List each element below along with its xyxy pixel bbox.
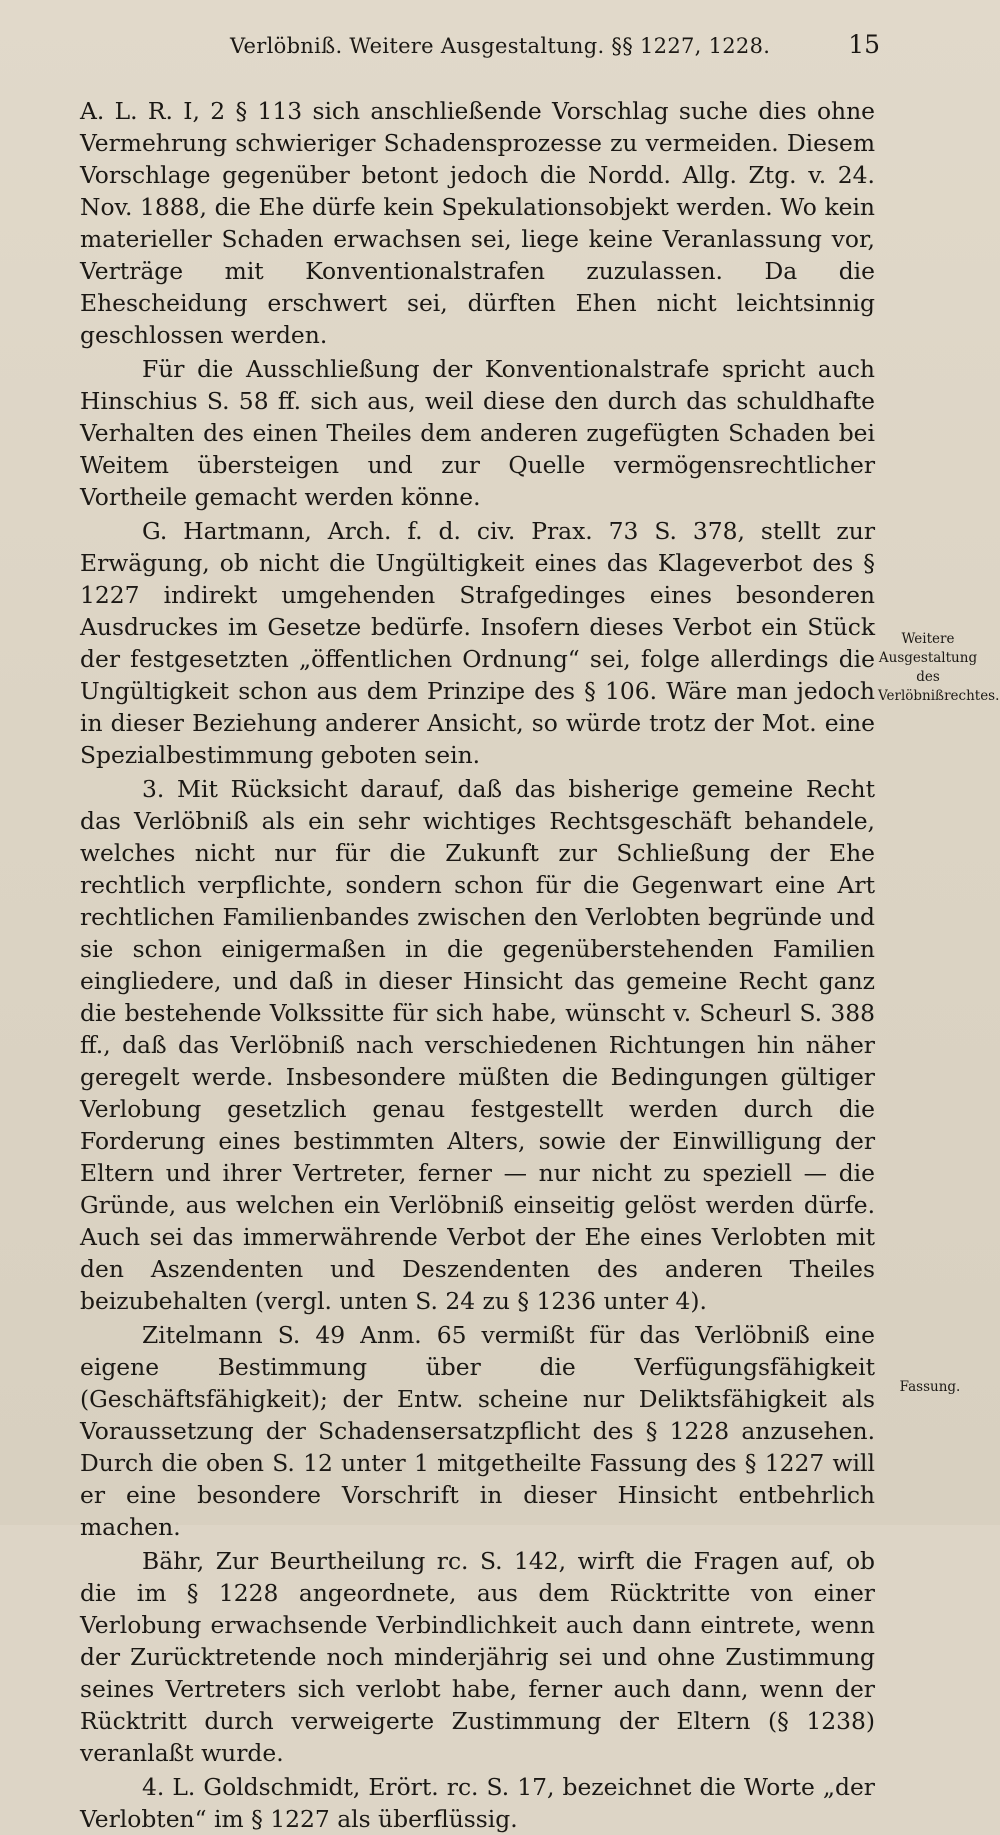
paragraph: Bähr, Zur Beurtheilung rc. S. 142, wirft die Fragen auf, ob die im § 1228 angeordnete, aus dem Rücktritte von einer Verlobung erwachsende Verbindlichkeit auch dann eintrete, wenn der Zurücktretende noch minderjährig sei und ohne Zustimmung seines Vertreters sich verlobt habe, ferner auch dann, wenn der Rücktritt durch verweigerte Zustimmung der Eltern (§ 1238) veranlaßt wurde. [80, 1547, 875, 1767]
paragraph: Zitelmann S. 49 Anm. 65 vermißt für das Verlöbniß eine eigene Bestimmung über die Verfügungsfähigkeit (Geschäftsfähigkeit); der Entw. scheine nur Deliktsfähigkeit als Voraussetzung der Schadensersatzpflicht des § 1228 anzusehen. Durch die oben S. 12 unter 1 mitgetheilte Fassung des § 1227 will er eine besondere Vorschrift in dieser Hinsicht entbehrlich machen. [80, 1321, 875, 1541]
paragraph: Für die Ausschließung der Konventionalstrafe spricht auch Hinschius S. 58 ff. sich aus, weil diese den durch das schuldhafte Verhalten des einen Theiles dem anderen zugefügten Schaden bei Weitem übersteigen und zur Quelle vermögensrechtlicher Vortheile gemacht werden könne. [80, 355, 875, 511]
paragraph: A. L. R. I, 2 § 113 sich anschließende Vorschlag suche dies ohne Vermehrung schwieriger Schadensprozesse zu vermeiden. Diesem Vorschlage gegenüber betont jedoch die Nordd. Allg. Ztg. v. 24. Nov. 1888, die Ehe dürfe kein Spekulationsobjekt werden. Wo kein materieller Schaden erwachsen sei, liege keine Veranlassung vor, Verträge mit Konventionalstrafen zuzulassen. Da die Ehescheidung erschwert sei, dürften Ehen nicht leichtsinnig geschlossen werden. [80, 97, 875, 349]
paragraph: 4. L. Goldschmidt, Erört. rc. S. 17, bezeichnet die Worte „der Verlobten“ im § 1227 als überflüssig. [80, 1773, 875, 1833]
page-number: 15 [848, 30, 880, 59]
margin-note: Fassung. [899, 1379, 961, 1395]
margin-note: Weitere Ausgestaltung des Verlöbnißrechtes. [878, 631, 1000, 704]
running-head-title: Verlöbniß. Weitere Ausgestaltung. §§ 1227, 1228. [230, 34, 771, 58]
paragraph: 3. Mit Rücksicht darauf, daß das bisherige gemeine Recht das Verlöbniß als ein sehr wichtiges Rechtsgeschäft behandele, welches nicht nur für die Zukunft zur Schließung der Ehe rechtlich verpflichte, sondern schon für die Gegenwart eine Art rechtlichen Familienbandes zwischen den Verlobten begründe und sie schon einigermaßen in die gegenüberstehenden Familien eingliedere, und daß in dieser Hinsicht das gemeine Recht ganz die bestehende Volkssitte für sich habe, wünscht v. Scheurl S. 388 ff., daß das Verlöbniß nach verschiedenen Richtungen hin näher geregelt werde. Insbesondere müßten die Bedingungen gültiger Verlobung gesetzlich genau festgestellt werden durch die Forderung eines bestimmten Alters, sowie der Einwilligung der Eltern und ihrer Vertreter, ferner — nur nicht zu speziell — die Gründe, aus welchen ein Verlöbniß einseitig gelöst werden dürfe. Auch sei das immerwährende Verbot der Ehe eines Verlobten mit den Aszendenten und Deszendenten des anderen Theiles beizubehalten (vergl. unten S. 24 zu § 1236 unter 4). [80, 775, 875, 1315]
running-head [80, 30, 880, 68]
body-text [80, 95, 875, 1835]
paragraph: G. Hartmann, Arch. f. d. civ. Prax. 73 S. 378, stellt zur Erwägung, ob nicht die Ungültigkeit eines das Klageverbot des § 1227 indirekt umgehenden Strafgedinges eines besonderen Ausdruckes im Gesetze bedürfe. Insofern dieses Verbot ein Stück der festgesetzten „öffentlichen Ordnung“ sei, folge allerdings die Ungültigkeit schon aus dem Prinzipe des § 106. Wäre man jedoch in dieser Beziehung anderer Ansicht, so würde trotz der Mot. eine Spezialbestimmung geboten sein. [80, 517, 875, 769]
